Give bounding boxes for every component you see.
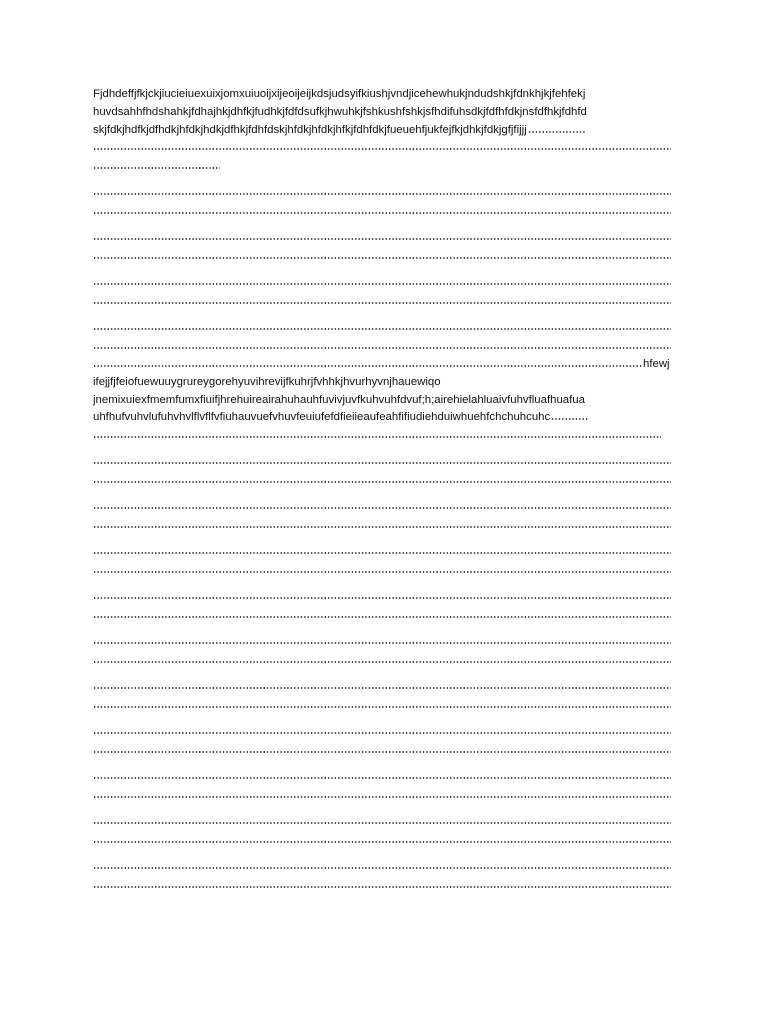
dotted-line xyxy=(93,238,671,240)
dotted-line xyxy=(93,552,671,554)
paragraph-1-line-3-text: skjfdkjhdfkjdfhdkjhfdkjhdkjdfhkjfdhfdskjhfdkjhfdkjhfkjfdhfdkjfueuehfjukfejfkjdhkjfdkjgfjfijjj xyxy=(93,124,527,136)
dotted-line xyxy=(93,886,671,888)
paragraph-1-line-3 xyxy=(93,122,673,138)
dotted-line xyxy=(93,616,671,618)
dotted-lead xyxy=(93,365,642,367)
dotted-line xyxy=(93,436,661,438)
paragraph-1-line-2: huvdsahhfhdshahkjfdhajhkjdhfkjfudhkjfdfdsufkjhwuhkjfshkushfshkjsfhdifuhsdkjfdfhfdkjnsfdfhkjfdhfd xyxy=(93,106,587,118)
dotted-line xyxy=(93,212,671,214)
dotted-line xyxy=(93,302,671,304)
dotted-line xyxy=(93,822,671,824)
paragraph-2-line-1: ifejjfjfeiofuewuuygrureygorehyuvihrevijfkuhrjfvhhkjhvurhyvnjhauewiqo xyxy=(93,376,441,388)
dotted-tail xyxy=(551,418,589,420)
dotted-line xyxy=(93,571,671,573)
paragraph-2-lead-line xyxy=(93,356,673,372)
dotted-line xyxy=(93,777,671,779)
dotted-line xyxy=(93,642,671,644)
dotted-line xyxy=(93,796,671,798)
dotted-line xyxy=(93,751,671,753)
dotted-line xyxy=(93,706,671,708)
dotted-line xyxy=(93,841,671,843)
dotted-line xyxy=(93,526,671,528)
paragraph-2-line-3 xyxy=(93,409,673,425)
dotted-line xyxy=(93,257,671,259)
dotted-line xyxy=(93,347,671,349)
dotted-line xyxy=(93,283,671,285)
dotted-line xyxy=(93,481,671,483)
paragraph-2-line-2: jnemixuiexfmemfumxfiuifjhrehuireairahuhauhfuvivjuvfkuhvuhfdvuf;h;airehielahluaivfuhvfluafhuafua xyxy=(93,394,585,406)
dotted-line xyxy=(93,687,671,689)
dotted-line xyxy=(93,732,671,734)
dotted-line xyxy=(93,597,671,599)
dotted-line-short xyxy=(93,167,220,169)
dotted-tail xyxy=(528,131,586,133)
dotted-line xyxy=(93,661,671,663)
paragraph-1-line-1: Fjdhdeffjfkjckjiucieiuexuixjomxuiuoijxijeoijeijkdsjudsyifkiushjvndjicehewhukjndudshkjfdnkhjkjfehfekj xyxy=(93,88,586,100)
dotted-line xyxy=(93,328,671,330)
paragraph-2-line-3-text: uhfhufvuhvlufuhvhvlflvflfvfiuhauvuefvhuvfeuiufefdfieiieaufeahfifiudiehduiwhuehfchchuhcuhc xyxy=(93,411,551,423)
dotted-line xyxy=(93,193,671,195)
dotted-line xyxy=(93,148,671,150)
dotted-line xyxy=(93,462,671,464)
paragraph-2-lead-text: hfewj xyxy=(643,358,670,370)
dotted-line xyxy=(93,507,671,509)
dotted-line xyxy=(93,867,671,869)
